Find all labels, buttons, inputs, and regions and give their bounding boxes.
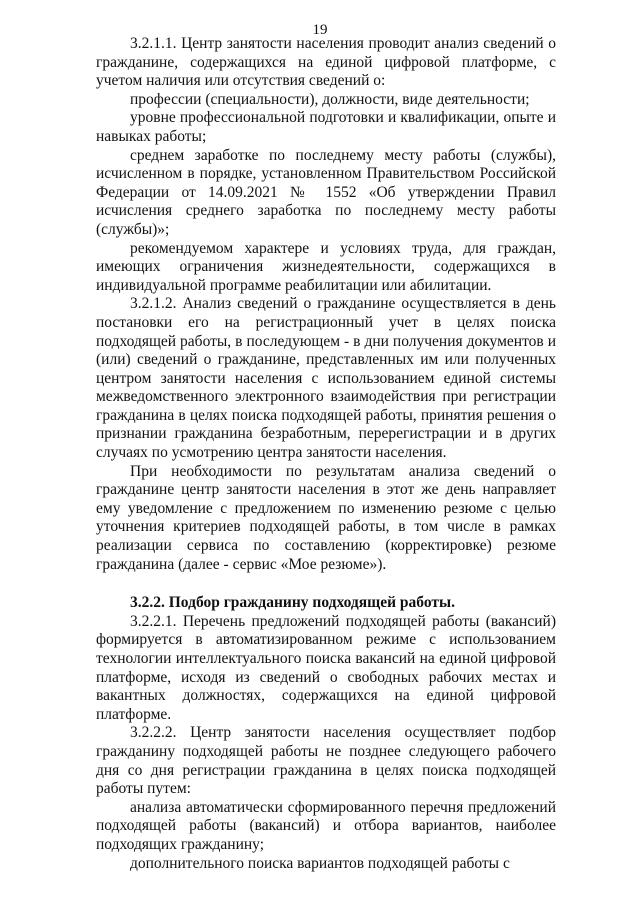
paragraph-3-2-2-1: 3.2.2.1. Перечень предложений подходящей работы (вакансий) формируется в автоматизированном режиме с использованием технологии интеллектуального поиска вакансий на единой цифровой платформе, исходя из сведений о свободных рабочих местах и вакантных должностях, содержащихся на единой цифровой платформе. bbox=[96, 612, 556, 723]
paragraph-3-2-1-1: 3.2.1.1. Центр занятости населения проводит анализ сведений о гражданине, содержащихся на единой цифровой платформе, с учетом наличия или отсутствия сведений о: bbox=[96, 35, 556, 90]
list-item-profession: профессии (специальности), должности, виде деятельности; bbox=[130, 90, 530, 108]
list-item-qualification: уровне профессиональной подготовки и квалификации, опыте и навыках работы; bbox=[96, 109, 556, 145]
list-item-additional-search: дополнительного поиска вариантов подходящей работы с bbox=[130, 854, 510, 872]
document-body bbox=[96, 35, 556, 873]
paragraph-3-2-1-2: 3.2.1.2. Анализ сведений о гражданине осуществляется в день постановки его на регистрационный учет в целях поиска подходящей работы, в последующем - в дни получения документов и (или) сведений о гражданине, представленных им или полученных центром занятости населения с использованием единой системы межведомственного электронного взаимодействия при регистрации гражданина в целях поиска подходящей работы, принятия решения о признании гражданина безработным, перерегистрации и в других случаях по усмотрению центра занятости населения. bbox=[96, 295, 556, 462]
list-item-average-earnings: среднем заработке по последнему месту работы (службы), исчисленном в порядке, установленном Правительством Российской Федерации от 14.09.2021 № 1552 «Об утверждении Правил исчисления среднего заработка по последнему месту работы (службы)»; bbox=[96, 146, 556, 238]
paragraph-3-2-2-2: 3.2.2.2. Центр занятости населения осуществляет подбор гражданину подходящей работы не позднее следующего рабочего дня со дня регистрации гражданина в целях поиска подходящей работы путем: bbox=[96, 724, 556, 798]
paragraph-resume-notification: При необходимости по результатам анализа сведений о гражданине центр занятости населения в этот же день направляет ему уведомление с предложением по изменению резюме с целью уточнения критериев подходящей работы, в том числе в рамках реализации сервиса по составлению (корректировке) резюме гражданина (далее - сервис «Мое резюме»). bbox=[96, 462, 556, 573]
page-number: 19 bbox=[312, 22, 328, 38]
list-item-analysis: анализа автоматически сформированного перечня предложений подходящей работы (вакансий) и отбора вариантов, наиболее подходящих гражданину; bbox=[96, 798, 556, 853]
section-heading-3-2-2: 3.2.2. Подбор гражданину подходящей работы. bbox=[130, 594, 455, 612]
list-item-working-conditions: рекомендуемом характере и условиях труда, для граждан, имеющих ограничения жизнедеятельности, содержащихся в индивидуальной программе реабилитации или абилитации. bbox=[96, 239, 556, 294]
